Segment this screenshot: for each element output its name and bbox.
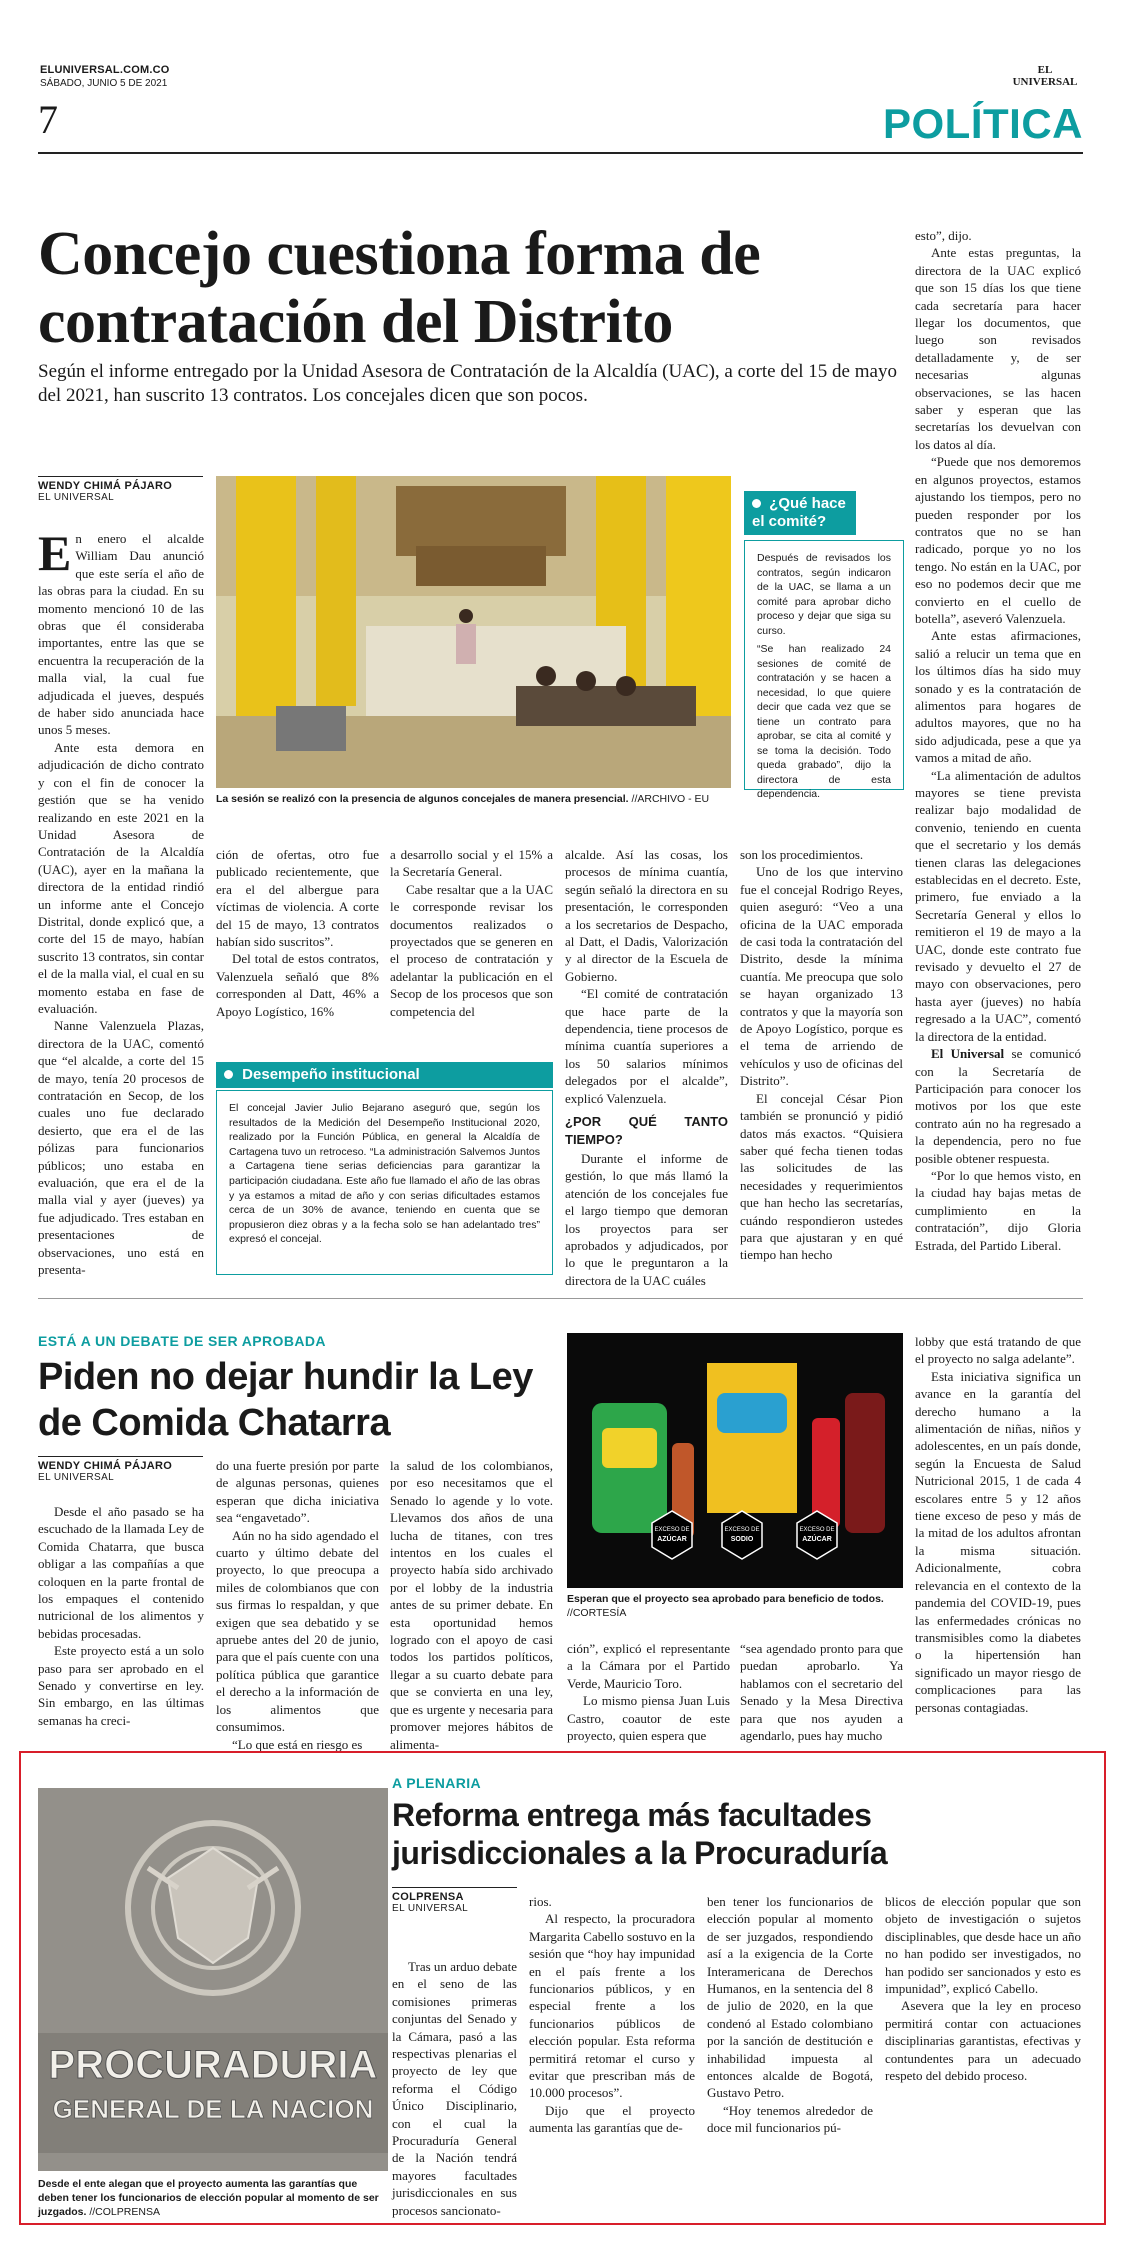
caption-text-2: Esperan que el proyecto sea aprobado para beneficio de todos. (567, 1593, 884, 1605)
logo-line-1: EL (1037, 64, 1053, 76)
dropcap: E (38, 525, 72, 581)
article-2-col-2 (216, 1457, 379, 1752)
article-3-col2-p3: Dijo que el proyecto aumenta las garantías que de- (529, 2102, 695, 2136)
article-2-author: WENDY CHIMÁ PÁJARO (38, 1460, 173, 1472)
performance-box-title-text: Desempeño institucional (242, 1066, 420, 1083)
article-1-col6-p3: “Puede que nos demoremos en algunos proyectos, estamos ajustando los tiempos, pero no pueden responder por los contratos que no se han radicado, porque yo no los tengo. No están en la UAC, por eso no podemos decir que me convierto en el cuello de botella”, aseveró Valenzuela. (915, 454, 1081, 626)
byline-rule-2 (38, 1456, 203, 1457)
article-3-col4-p2: Asevera que la ley en proceso permitirá contar con actuaciones disciplinarias garantistas, efectivas y contundentes para un adecuado respeto del debido proceso. (885, 1998, 1081, 2084)
article-3-author: COLPRENSA (392, 1891, 464, 1903)
article-3-col-3 (707, 1893, 873, 2214)
article-1-col-1 (38, 525, 204, 1278)
article-1-col-2 (216, 846, 379, 1056)
article-1-col5-p2: Uno de los que intervino fue el concejal Rodrigo Reyes, quien aseguró: “Veo a una oficina de la UAC emporada de casi toda la contratación del Distrito, desde la mínima cuantía. Me preocupa que solo se hayan organizado 13 contratos y que la mayoría son de Apoyo Logístico, porque es el tema de arriendo de vehículos y uso de oficinas del Distrito”. (740, 864, 903, 1089)
article-3-headline: Reforma entrega más facultades jurisdiccionales a la Procuraduría (392, 1797, 888, 1871)
warning-label-2-line-2: SODIO (730, 1536, 754, 1543)
byline-rule-3 (392, 1887, 517, 1888)
article-1-col2-p1: ción de ofertas, otro fue publicado recientemente, que era el del albergue para víctimas de violencia. A corte del 15 de mayo, 13 contratos habían sido suscritos”. (216, 847, 379, 950)
article-2-col4-p1: ción”, explicó el representante a la Cámara por el Partido Verde, Mauricio Toro. (567, 1641, 730, 1691)
article-1-col4-p3: Durante el informe de gestión, lo que más llamó la atención de los concejales fue el largo tiempo que demoran los proyectos para ser aprobados y adjudicados, por lo que le preguntaron a la directora de la UAC cuáles (565, 1150, 728, 1288)
article-1-col3-p1: a desarrollo social y el 15% a la Secretaría General. (390, 847, 553, 880)
article-1-col6-p5: “La alimentación de adultos mayores se tiene prevista realizar bajo modalidad de convenio, teniendo en cuenta que el secretario y los demás tienen claras las delegaciones establecidas en el decreto. Este, primero, fue enviado a la Secretaría General y ellos lo remitieron el 19 de mayo a la UAC, donde este contrato fue revisado y devuelto el 27 de mayo con observaciones, pero hasta ayer (jueves) no había regresado a la UAC”, comentó la directora de la entidad. (915, 767, 1081, 1044)
article-2-col3-p1: la salud de los colombianos, por eso necesitamos que el Senado lo agende y lo vote. Llevamos dos años de una lucha de titanes, con tres intentos en los cuales el proyecto había sido archivado por el lobby de la industria antes de su primer debate. En esta oportunidad hemos logrado con el apoyo de casi todos los partidos políticos, llegar a su cuarto debate para que se convierta en una ley, que es urgente y necesaria para promover mejores hábitos de alimenta- (390, 1458, 553, 1752)
article-3-col-4 (885, 1893, 1081, 2214)
article-1-col6-p1: esto”, dijo. (915, 228, 972, 243)
performance-box-title (216, 1062, 553, 1088)
article-1-col6-p7: “Por lo que hemos visto, en la ciudad hay bajas metas de cumplimiento en la contratación”, dijo Gloria Estrada, del Partido Liberal. (915, 1167, 1081, 1253)
article-2-kicker: ESTÁ A UN DEBATE DE SER APROBADA (38, 1333, 326, 1349)
info-circle-icon-2 (224, 1070, 233, 1079)
article-3-col3-p1: ben tener los funcionarios de elección popular al momento de ser juzgados, respondiendo así a la exigencia de la Corte Interamericana de Derechos Humanos, en la sentencia del 8 de julio de 2020, en la que condenó al Estado colombiano por la sanción de destitución e inhabilidad impuesta al entonces alcalde de Bogotá, Gustavo Petro. (707, 1894, 873, 2101)
junk-food-illustration (567, 1333, 903, 1588)
article-1-col4-p1: alcalde. Así las cosas, los procesos de mínima cuantía, según señaló la directora en su presentación, le corresponden a los secretarios de Despacho, al Datt, el Dadis, Valorización y al director de la Escuela de Gobierno. (565, 847, 728, 984)
article-1-col-6 (915, 227, 1081, 1277)
issue-date: SÁBADO, JUNIO 5 DE 2021 (40, 78, 168, 89)
article-2-col6-p2: Esta iniciativa significa un avance en la garantía del derecho humano a la alimentación de niñas, niños y adolescentes, en un país donde, según la Encuesta de Salud Nutricional 2015, 1 de cada 4 escolares entre 5 y 12 años tiene exceso de peso y más de la mitad de los adultos afrontan la misma situación. Adicionalmente, cobra relevancia en el contexto de la pandemia del COVID-19, pues las enfermedades crónicas no transmisibles como la diabetes o la hipertensión han significado un mayor riesgo de complicaciones para las personas contagiadas. (915, 1368, 1081, 1715)
article-1-bold-lead: El Universal (931, 1046, 1005, 1062)
article-2-photo-caption (567, 1592, 903, 1620)
section-divider-1 (38, 1298, 1083, 1299)
committee-box-p1: Después de revisados los contratos, según indicaron de la UAC, se llama a un comité para aprobar dicho proceso y dejar que siga su curso. (757, 552, 891, 637)
header-rule (38, 152, 1083, 154)
article-1-p3: Nanne Valenzuela Plazas, directora de la UAC, comentó que “el alcalde, a corte del 15 de mayo, tenía 20 procesos de contratación en Secop, de los cuales uno fue declarado desierto, que era el de las pólizas para funcionarios públicos; uno estaba en evaluación, que era el de la malla vial y ayer (jueves) ya fue adjudicado. Tres estaban en presentaciones de observaciones, uno está en presenta- (38, 1018, 204, 1278)
sign-line-1: PROCURADURIA (48, 2043, 378, 2087)
warning-label-1-line-2: AZÚCAR (657, 1536, 687, 1543)
article-1-p2: Ante esta demora en adjudicación de dicho contrato y con el fin de conocer la gestión que se ha venido realizando en este 2021 en la Unidad Asesora de Contratación de la Alcaldía (UAC), ayer en la mañana la directora de la entidad rindió un informe ante el Concejo Distrital, donde explicó que, a corte del 15 de mayo, habían suscrito 13 contratos, sin contar el de la malla vial, el cual en su momento estaba en fase de evaluación. (38, 739, 204, 1016)
article-3-col1-p1: Tras un arduo debate en el seno de las comisiones primeras conjuntas del Senado y la Cámara, pasó a las respectivas plenarias el proyecto de ley que reforma el Código Único Disciplinario, con el cual la Procuraduría General de la Nación tendrá mayores facultades jurisdiccionales en sus procesos sancionato- (392, 1959, 517, 2218)
article-2-col2-p1: do una fuerte presión por parte de algunas personas, quienes esperan que dicha iniciativa sea “engavetado”. (216, 1458, 379, 1526)
article-1-col6-p6: se comunicó con la Secretaría de Participación para conocer los motivos por los que este contrato aún no ha regresado a la dependencia, pero no fue posible obtener respuesta. (915, 1046, 1081, 1166)
article-3-outlet: EL UNIVERSAL (392, 1903, 469, 1914)
article-2-col6-p1: lobby que está tratando de que el proyecto no salga adelante”. (915, 1334, 1081, 1367)
procuraduria-photo (38, 1788, 388, 2171)
page-number: 7 (38, 97, 58, 142)
article-1-p1: n enero el alcalde William Dau anunció que este sería el año de las obras para la ciudad. En su momento mencionó 10 de las obras que él consideraba importantes, entre las que se encuentra la recuperación de la malla vial, la cual fue adjudicada el jueves, después de haber sido anunciada hace unos 5 meses. (38, 531, 204, 738)
article-3-col3-p2: “Hoy tenemos alrededor de doce mil funcionarios pú- (707, 2102, 873, 2136)
article-1-col4-p2: “El comité de contratación que hace parte de la dependencia, tiene procesos de mínima cuantía superiores a los 50 salarios mínimos delegados por el alcalde”, explicó Valenzuela. (565, 986, 728, 1106)
committee-box-p2: “Se han realizado 24 sesiones de comité de contratación y se hacen a necesidad, lo que quiere decir que cada vez que se tiene un contrato para aprobar, se cita al comité y se toma la decisión. Todo queda grabado”, dijo la directora de esta dependencia. (757, 643, 891, 800)
committee-box-title-text: ¿Qué hace el comité? (752, 495, 846, 530)
article-2-col2-p2: Aún no ha sido agendado el cuarto y último debate del proyecto, lo que preocupa a miles de colombianos que con sus firmas lo respaldan, y que exigen que sea debatido y se apruebe antes del 20 de junio, para que el país cuente con una política pública que garantice el derecho a la información de los alimentos que consumimos. (216, 1527, 379, 1735)
article-3-col4-p1: blicos de elección popular que son objeto de investigación o sujetos disciplinables, que desde hace un año no han podido ser investigados, no han podido ser sancionados y esto es impunidad”, explicó Cabello. (885, 1894, 1081, 1997)
caption-credit-2: //CORTESÍA (567, 1607, 627, 1619)
warning-label-1-line-1: EXCESO DE (654, 1527, 690, 1533)
article-1-col5-p1: son los procedimientos. (740, 847, 864, 862)
article-3-byline (392, 1891, 517, 1914)
caption-text: La sesión se realizó con la presencia de algunos concejales de manera presencial. (216, 793, 629, 805)
article-2-byline (38, 1460, 203, 1483)
byline-rule (38, 476, 203, 477)
article-1-col3-p2: Cabe resaltar que a la UAC le corresponde revisar los documentos realizados o proyectados que se generen en el proceso de contratación y adelantar la publicación en el Secop de los procesos que son competencia del (390, 881, 553, 1019)
council-session-photo (216, 476, 731, 788)
article-1-col6-p2: Ante estas preguntas, la directora de la UAC explicó que son 15 días los que tiene cada secretaría para hacer llegar los documentos, que luego son revisados detalladamente y, de ser necesarias algunas observaciones, se las hacen saber y esperan que las secretarías los devuelvan con los datos al día. (915, 245, 1081, 452)
article-2-col5-p1: “sea agendado pronto para que puedan aprobarlo. Ya hablamos con el secretario del Senado y la Mesa Directiva para que nos ayuden a agendarlo, pues hay mucho (740, 1641, 903, 1744)
article-2-headline: Piden no dejar hundir la Ley de Comida Chatarra (38, 1356, 533, 1444)
caption-credit-3: //COLPRENSA (89, 2206, 160, 2218)
article-1-col2-p2: Del total de estos contratos, Valenzuela señaló que 8% corresponden al Datt, 46% a Apoyo Logístico, 16% (216, 951, 379, 1019)
article-2-col-5 (740, 1640, 903, 1744)
article-3-kicker: A PLENARIA (392, 1775, 482, 1791)
author-outlet: EL UNIVERSAL (38, 492, 115, 503)
warning-label-3-line-2: AZÚCAR (802, 1536, 832, 1543)
logo-line-2: UNIVERSAL (1012, 76, 1078, 88)
performance-box (216, 1090, 553, 1275)
article-1-col-5 (740, 846, 903, 1276)
caption-credit: //ARCHIVO - EU (631, 793, 710, 805)
article-3-col2-p2: Al respecto, la procuradora Margarita Cabello sostuvo en la sesión que “hoy hay impunidad en el país frente a los funcionarios públicos, y en especial frente a los funcionarios públicos de elección popular. Esta reforma permitirá retomar el curso y evitar que prescriban más de 10.000 procesos”. (529, 1911, 695, 2101)
article-1-col-4 (565, 846, 728, 1288)
article-2-col1-p1: Desde el año pasado se ha escuchado de la llamada Ley de Comida Chatarra, que busca obligar a las compañías a que coloquen en la parte frontal de los empaques el contenido nutricional de los alimentos y bebidas procesadas. (38, 1504, 204, 1641)
article-3-col-2 (529, 1893, 695, 2214)
article-2-col-3 (390, 1457, 553, 1752)
author-name: WENDY CHIMÁ PÁJARO (38, 480, 173, 492)
article-1-photo-caption (216, 792, 731, 806)
site-url[interactable]: ELUNIVERSAL.COM.CO (40, 64, 170, 76)
committee-box (744, 540, 904, 800)
article-2-col-1 (38, 1503, 204, 1733)
article-1-col-3 (390, 846, 553, 1056)
warning-label-2-line-1: EXCESO DE (724, 1527, 760, 1533)
section-title: POLÍTICA (883, 100, 1083, 147)
masthead-logo (1005, 64, 1085, 88)
council-session-illustration (216, 476, 731, 788)
procuraduria-illustration (38, 1788, 388, 2171)
caption-text-3: Desde el ente alegan que el proyecto aumenta las garantías que deben tener los funcionarios de elección popular al momento de ser juzgados. (38, 2178, 379, 2218)
sign-line-2: GENERAL DE LA NACION (52, 2094, 374, 2124)
article-2-col-6 (915, 1333, 1081, 1733)
article-1-deck: Según el informe entregado por la Unidad Asesora de Contratación de la Alcaldía (UAC), a corte del 15 de mayo del 2021, han suscrito 13 contratos. Los concejales dicen que son pocos. (38, 361, 897, 406)
committee-box-title (744, 491, 856, 535)
junk-food-photo (567, 1333, 903, 1588)
article-2-col1-p2: Este proyecto está a un solo paso para ser aprobado en el Senado y convertirse en ley. Sin embargo, en las últimas semanas ha creci- (38, 1643, 204, 1728)
article-2-col2-p3: “Lo que está en riesgo es (232, 1736, 363, 1752)
article-1-byline (38, 480, 203, 503)
article-1-subhead: ¿POR QUÉ TANTO TIEMPO? (565, 1114, 728, 1147)
info-circle-icon (752, 499, 761, 508)
warning-label-3-line-1: EXCESO DE (799, 1527, 835, 1533)
article-1-col5-p3: El concejal César Pion también se pronunció y pidió datos más exactos. “Quisiera saber qué fecha tienen todas las solicitudes de las necesidades y requerimientos que han hecho las secretarías, cuándo respondieron ustedes para que ajustaran y en qué tiempo han hecho (740, 1090, 903, 1263)
article-3-photo-caption (38, 2177, 388, 2219)
article-3-col-1 (392, 1958, 517, 2218)
article-3-col2-p1: rios. (529, 1894, 552, 1909)
performance-box-text: El concejal Javier Julio Bejarano aseguró que, según los resultados de la Medición del Desempeño Institucional 2020, realizado por la Función Pública, en general la Alcaldía de Cartagena tuvo un retroceso. “La administración Salvemos Juntos a Cartagena tiene serias deficiencias para garantizar la participación ciudadana. Este año fue llamado el año de las obras y ya estamos a mitad de año y con serias dificultades estamos cerca de un 30% de avance, teniendo en cuenta que se propusieron diez obras y a la fecha solo se han adelantado tres” expresó el concejal. (229, 1102, 540, 1246)
article-2-col4-p2: Lo mismo piensa Juan Luis Castro, coautor de este proyecto, quien espera que (567, 1693, 730, 1744)
article-2-outlet: EL UNIVERSAL (38, 1472, 115, 1483)
article-1-headline: Concejo cuestiona forma de contratación del Distrito (38, 220, 761, 356)
article-1-col6-p4: Ante estas afirmaciones, salió a relucir un tema que en los últimos días ha sido muy sonado y es la contratación de alimentos para hogares de adultos mayores, que no ha sido adjudicada, pese a que ya vamos a mitad de año. (915, 628, 1081, 766)
article-2-col-4 (567, 1640, 730, 1744)
